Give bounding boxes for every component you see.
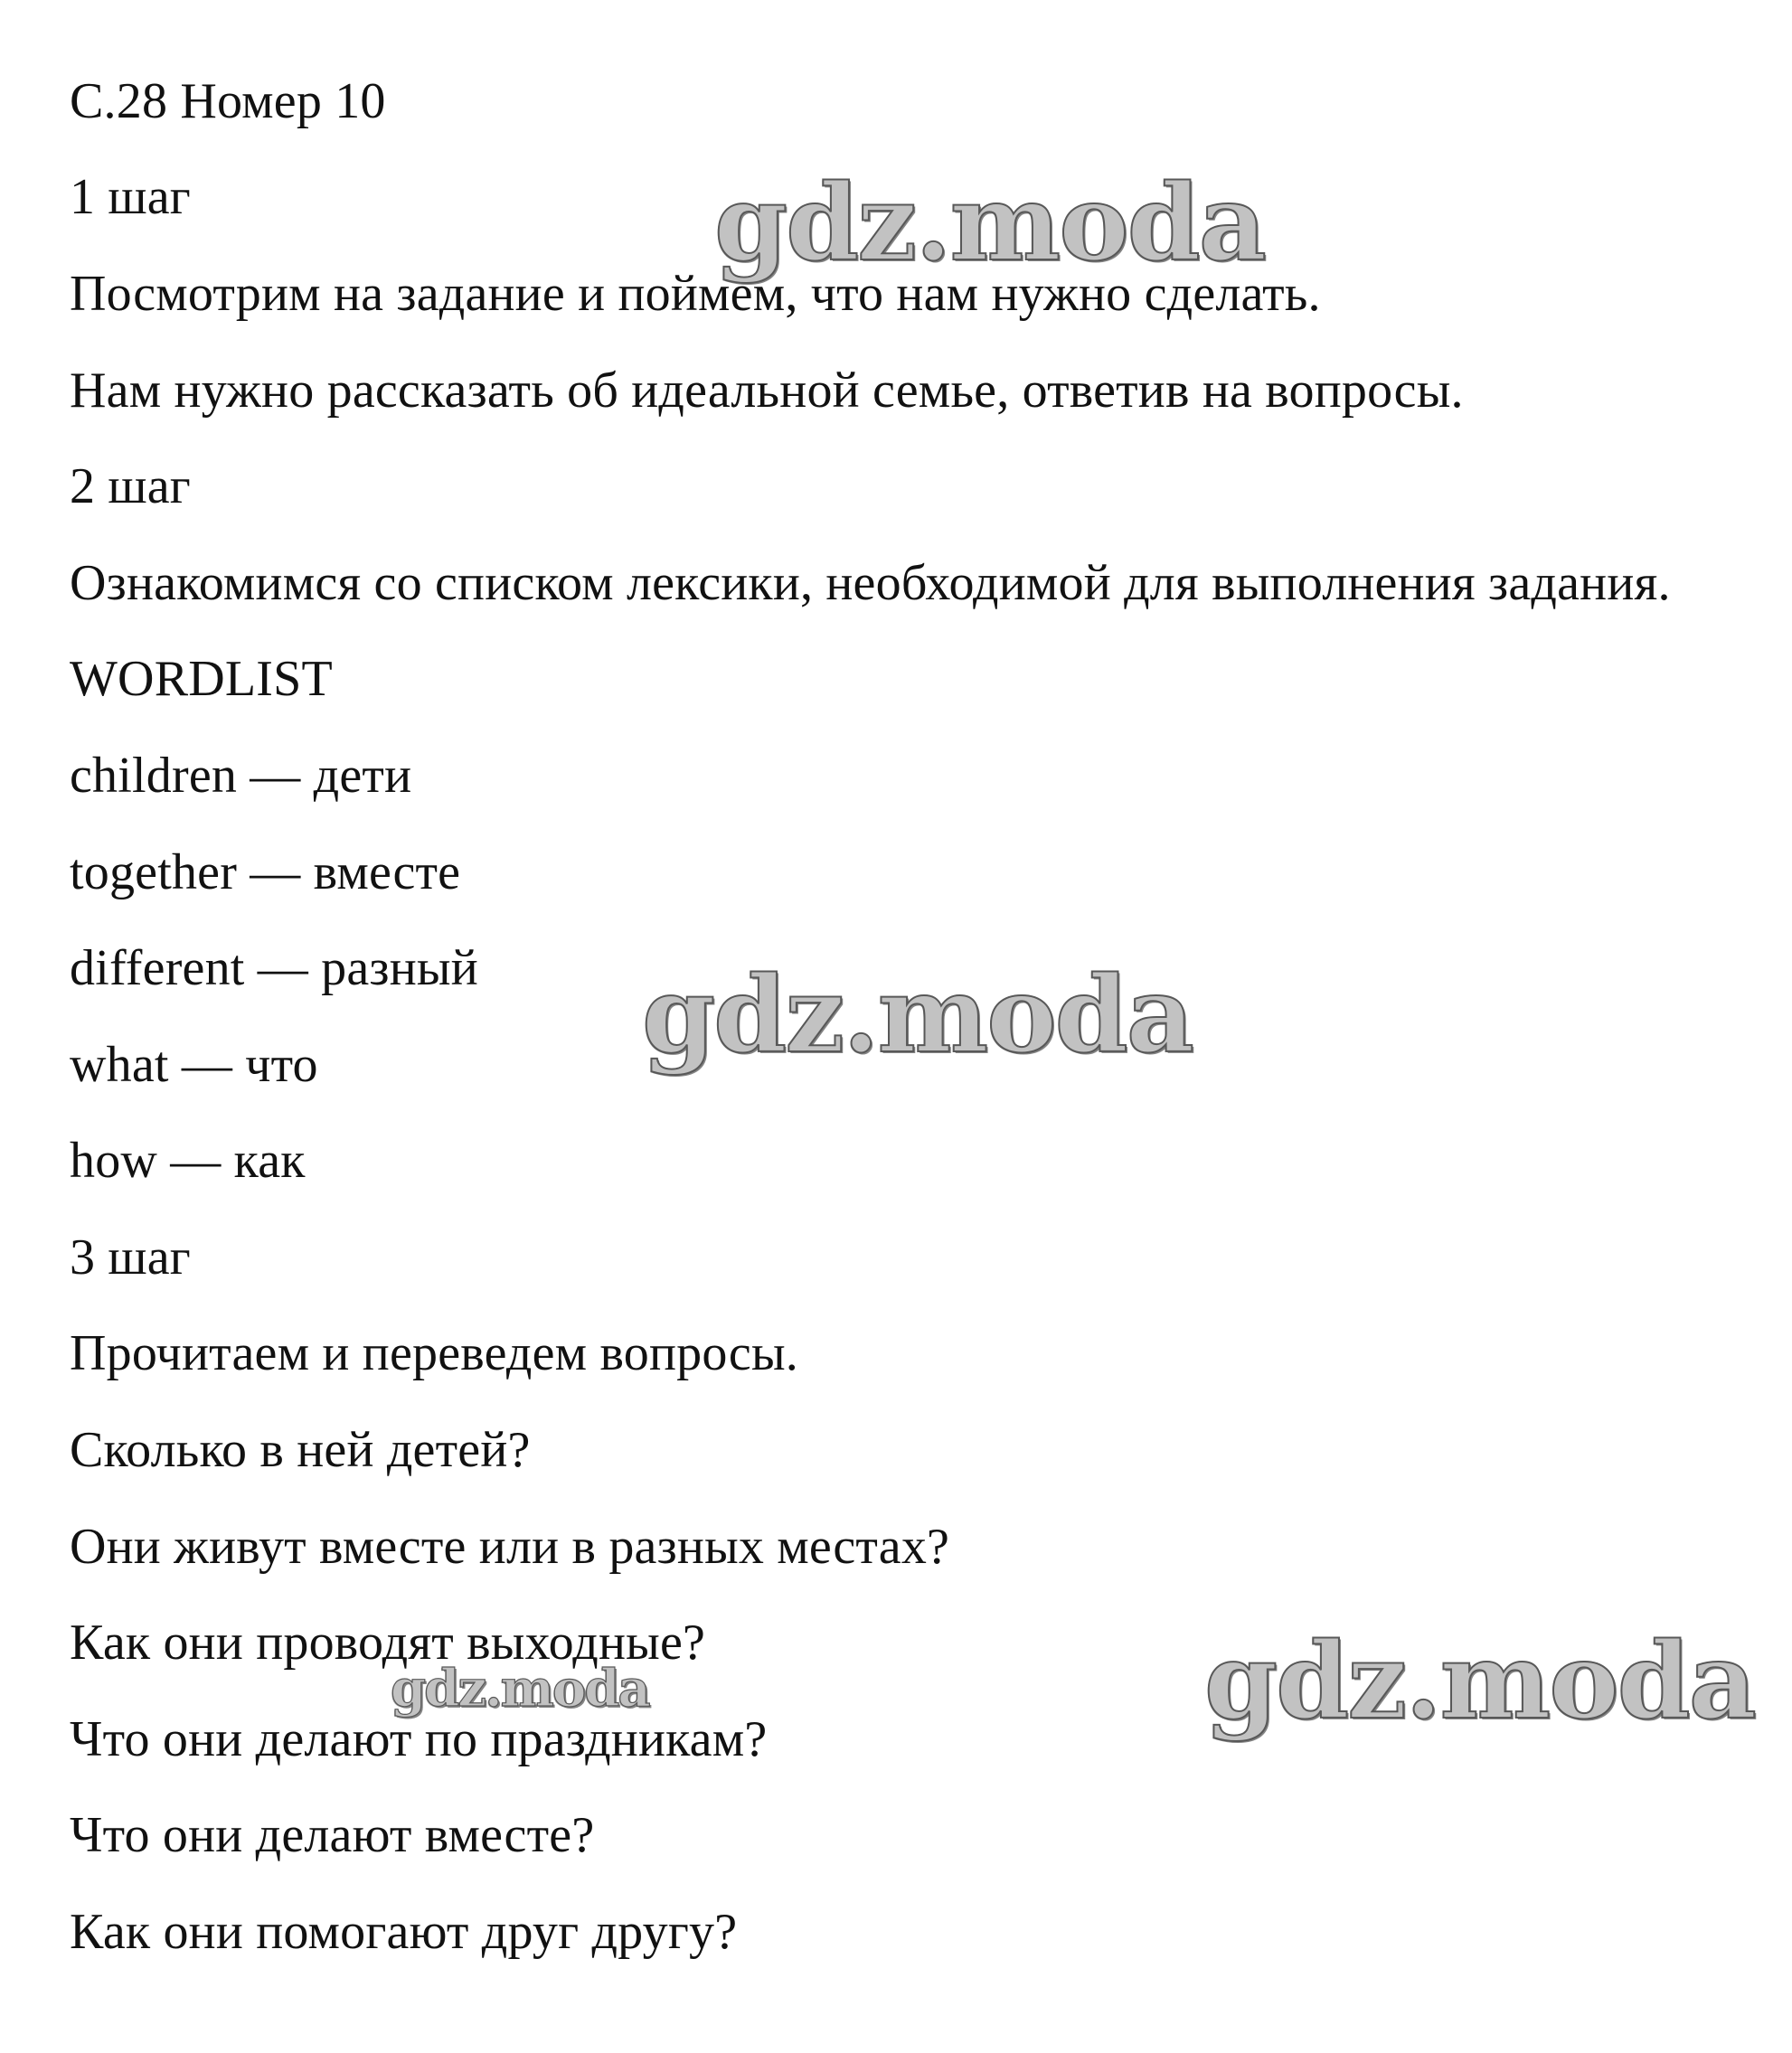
- question-line: Что они делают вместе?: [70, 1807, 595, 1863]
- question-line: Они живут вместе или в разных местах?: [70, 1519, 950, 1575]
- question-line: Как они проводят выходные?: [70, 1615, 706, 1671]
- wordlist-item: together — вместе: [70, 844, 461, 900]
- step-2-heading: 2 шаг: [70, 458, 191, 514]
- wordlist-item: how — как: [70, 1133, 306, 1189]
- watermark-logo: gdz.moda: [1204, 1620, 1755, 1743]
- wordlist-item: what — что: [70, 1037, 318, 1093]
- watermark-logo: gdz.moda: [391, 1659, 649, 1719]
- step-2-text: Ознакомимся со списком лексики, необходимой для выполнения задания.: [70, 555, 1671, 611]
- step-3-text: Прочитаем и переведем вопросы.: [70, 1325, 798, 1381]
- step-3-heading: 3 шаг: [70, 1229, 191, 1285]
- step-1-text-1: Посмотрим на задание и поймем, что нам нужно сделать.: [70, 266, 1321, 322]
- page-number-heading: С.28 Номер 10: [70, 73, 386, 129]
- step-1-heading: 1 шаг: [70, 169, 191, 225]
- watermark-logo: gdz.moda: [714, 162, 1265, 285]
- wordlist-item: children — дети: [70, 748, 412, 804]
- wordlist-heading: WORDLIST: [70, 651, 333, 707]
- question-line: Что они делают по праздникам?: [70, 1711, 768, 1767]
- watermark-logo: gdz.moda: [642, 954, 1193, 1077]
- step-1-text-2: Нам нужно рассказать об идеальной семье, ответив на вопросы.: [70, 363, 1464, 419]
- wordlist-item: different — разный: [70, 940, 478, 996]
- question-line: Сколько в ней детей?: [70, 1422, 531, 1478]
- question-line: Как они помогают друг другу?: [70, 1904, 738, 1960]
